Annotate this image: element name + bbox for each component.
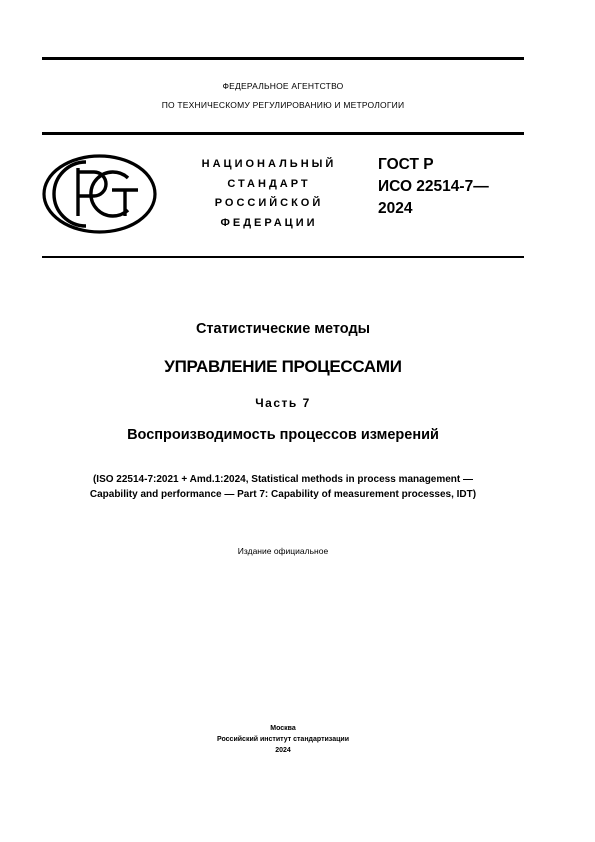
footer-publisher: Российский институт стандартизации (216, 736, 349, 743)
standard-block-rule (42, 256, 524, 258)
agency-name-line1: ФЕДЕРАЛЬНОЕ АГЕНТСТВО (222, 81, 344, 91)
footer-city: Москва (270, 725, 296, 732)
standard-code-line-3: 2024 (378, 200, 413, 217)
title-part: Часть 7 (255, 396, 311, 410)
header-rule (42, 132, 524, 135)
agency-name-line2: ПО ТЕХНИЧЕСКОМУ РЕГУЛИРОВАНИЮ И МЕТРОЛОГИИ (161, 100, 405, 110)
national-line-1: НАЦИОНАЛЬНЫЙ (201, 158, 337, 170)
national-line-4: ФЕДЕРАЦИИ (220, 216, 318, 229)
title-subtitle: Воспроизводимость процессов измерений (127, 427, 439, 443)
standard-code-line-2: ИСО 22514-7— (378, 178, 489, 195)
national-standard-label (184, 155, 354, 233)
top-rule (42, 57, 524, 60)
standard-code (378, 154, 489, 220)
edition-label: Издание официальное (237, 546, 329, 556)
iso-reference-line1: (ISO 22514-7:2021 + Amd.1:2024, Statistical methods in process management — (92, 474, 474, 485)
gost-r-certification-mark-icon (42, 154, 157, 234)
national-line-2: СТАНДАРТ (227, 177, 311, 190)
title-group: Статистические методы (195, 321, 371, 337)
standard-code-line-1: ГОСТ Р (378, 156, 434, 173)
national-line-3: РОССИЙСКОЙ (214, 197, 324, 209)
footer-year: 2024 (275, 747, 291, 754)
iso-reference-line2: Capability and performance — Part 7: Capability of measurement processes, IDT) (89, 489, 477, 500)
title-main: УПРАВЛЕНИЕ ПРОЦЕССАМИ (164, 357, 402, 376)
